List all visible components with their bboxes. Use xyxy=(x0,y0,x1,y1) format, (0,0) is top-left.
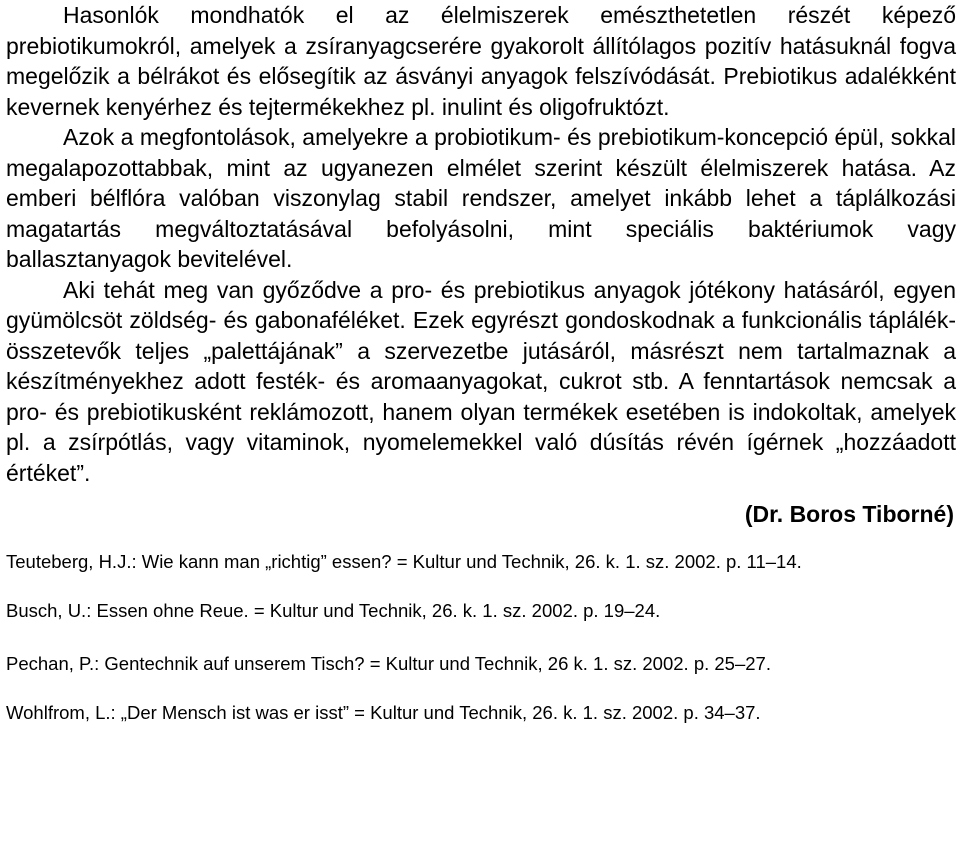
reference-item: Wohlfrom, L.: „Der Mensch ist was er isst” = Kultur und Technik, 26. k. 1. sz. 2002. p. 34–37. xyxy=(6,702,761,723)
author-signature: (Dr. Boros Tiborné) xyxy=(744,501,954,527)
reference-item: Busch, U.: Essen ohne Reue. = Kultur und Technik, 26. k. 1. sz. 2002. p. 19–24. xyxy=(6,600,661,621)
paragraph-prebiotics: Hasonlók mondhatók el az élelmiszerek emészthetetlen részét képező prebiotikumokról, amelyek a zsíranyagcserére gyakorolt állítólagos pozitív hatásuknál fogva megelőzik a bélrákot és elősegítik az ásványi anyagok felszívódását. Prebiotikus adalékként kevernek kenyérhez és tejtermékekhez pl. inulint és oligofruktózt. xyxy=(6,2,956,120)
reference-item: Pechan, P.: Gentechnik auf unserem Tisch? = Kultur und Technik, 26 k. 1. sz. 2002. p. 25–27. xyxy=(6,653,771,674)
paragraph-concepts: Azok a megfontolások, amelyekre a probiotikum- és prebiotikum-koncepció épül, sokkal megalapozottabbak, mint az ugyanezen elmélet szerint készült élelmiszerek hatása. Az emberi bélflóra valóban viszonylag stabil rendszer, amelyet inkább lehet a táplálkozási magatartás megváltoztatásával befolyásolni, mint speciális baktériumok vagy ballasztanyagok bevitelével. xyxy=(6,124,956,272)
document-page xyxy=(6,0,956,749)
reference-item: Teuteberg, H.J.: Wie kann man „richtig” essen? = Kultur und Technik, 26. k. 1. sz. 2002. p. 11–14. xyxy=(6,551,802,572)
paragraph-advice: Aki tehát meg van győződve a pro- és prebiotikus anyagok jótékony hatásáról, egyen gyümölcsöt zöldség- és gabonaféléket. Ezek egyrészt gondoskodnak a funkcionális táplálék-összetevők teljes „palettájának” a szervezetbe jutásáról, másrészt nem tartalmaznak a készítményekhez adott festék- és aromaanyagokat, cukrot stb. A fenntartások nemcsak a pro- és prebiotikusként reklámozott, hanem olyan termékek esetében is indokoltak, amelyek pl. a zsírpótlás, vagy vitaminok, nyomelemekkel való dúsítás révén ígérnek „hozzáadott értéket”. xyxy=(6,276,956,486)
reference-list xyxy=(6,549,956,726)
